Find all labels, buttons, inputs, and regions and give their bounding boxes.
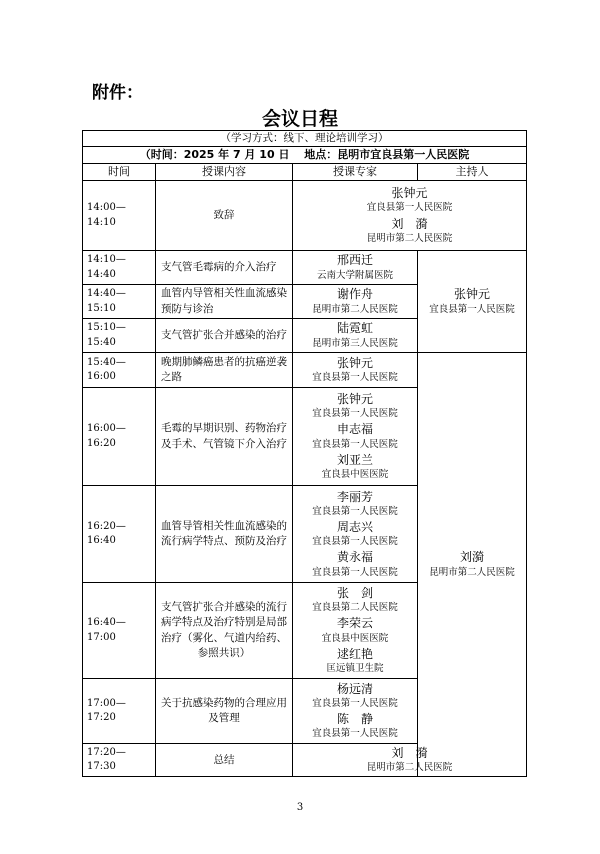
expert-org: 宜良县第一人民医院 bbox=[312, 697, 398, 709]
expert-name: 李丽芳 bbox=[336, 489, 373, 504]
expert-name: 杨远清 bbox=[336, 681, 373, 696]
session-experts bbox=[293, 181, 527, 251]
document-title: 会议日程 bbox=[261, 108, 338, 130]
session-experts bbox=[293, 583, 418, 679]
session-experts bbox=[293, 486, 418, 583]
host-org: 昆明市第二人民医院 bbox=[429, 566, 515, 578]
host-cell bbox=[418, 251, 527, 353]
session-content: 关于抗感染药物的合理应用及管理 bbox=[156, 679, 293, 744]
session-experts bbox=[293, 679, 418, 744]
expert-name: 张钟元 bbox=[391, 186, 428, 201]
expert-name: 周志兴 bbox=[336, 519, 373, 534]
session-experts bbox=[293, 319, 418, 353]
session-time: 15:10—15:40 bbox=[83, 319, 156, 353]
host-name: 刘漪 bbox=[459, 550, 484, 565]
expert-name: 陆霓虹 bbox=[336, 321, 373, 336]
expert-name: 刘亚兰 bbox=[336, 452, 373, 467]
table-row bbox=[83, 181, 527, 251]
study-mode: （学习方式：线下、理论培训学习） bbox=[83, 131, 527, 147]
expert-org: 昆明市第二人民医院 bbox=[312, 303, 398, 315]
session-experts bbox=[293, 388, 418, 486]
expert-org: 宜良县第一人民医院 bbox=[312, 408, 398, 420]
expert-org: 宜良县第一人民医院 bbox=[312, 438, 398, 450]
expert-org: 宜良县中医医院 bbox=[321, 632, 389, 644]
expert-name: 刘 漪 bbox=[391, 745, 428, 760]
expert-org: 宜良县第一人民医院 bbox=[312, 728, 398, 740]
session-time: 17:20—17:30 bbox=[83, 744, 156, 777]
expert-name: 陈 静 bbox=[336, 712, 373, 727]
expert-org: 宜良县第一人民医院 bbox=[312, 536, 398, 548]
session-time: 16:40—17:00 bbox=[83, 583, 156, 679]
session-experts bbox=[293, 285, 418, 319]
session-content: 支气管毛霉病的介入治疗 bbox=[156, 251, 293, 285]
header-host: 主持人 bbox=[418, 164, 527, 181]
expert-org: 匡远镇卫生院 bbox=[326, 663, 384, 675]
session-time: 14:10—14:40 bbox=[83, 251, 156, 285]
session-content: 晚期肺鳞癌患者的抗癌逆袭之路 bbox=[156, 353, 293, 388]
schedule-table bbox=[82, 130, 527, 777]
header-content: 授课内容 bbox=[156, 164, 293, 181]
expert-org: 宜良县中医医院 bbox=[321, 469, 389, 481]
session-content: 血管内导管相关性血流感染预防与诊治 bbox=[156, 285, 293, 319]
annex-label: 附件： bbox=[92, 83, 143, 103]
expert-org: 昆明市第二人民医院 bbox=[366, 232, 453, 244]
expert-name: 邢西迁 bbox=[336, 253, 373, 268]
session-time: 16:00—16:20 bbox=[83, 388, 156, 486]
expert-org: 宜良县第一人民医院 bbox=[312, 372, 398, 384]
expert-org: 云南大学附属医院 bbox=[316, 269, 393, 281]
host-org: 宜良县第一人民医院 bbox=[429, 303, 515, 315]
session-experts bbox=[293, 744, 527, 777]
table-row bbox=[83, 744, 527, 777]
session-content: 支气管扩张合并感染的治疗 bbox=[156, 319, 293, 353]
header-time: 时间 bbox=[83, 164, 156, 181]
expert-org: 宜良县第一人民医院 bbox=[312, 566, 398, 578]
host-name: 张钟元 bbox=[453, 287, 490, 302]
page-number: 3 bbox=[296, 802, 304, 813]
expert-name: 李荣云 bbox=[336, 616, 373, 631]
time-location: （时间：2025 年 7 月 10 日 地点：昆明市宜良县第一人民医院 bbox=[83, 147, 527, 164]
expert-name: 逑红艳 bbox=[336, 646, 373, 661]
session-time: 16:20—16:40 bbox=[83, 486, 156, 583]
expert-name: 谢作舟 bbox=[336, 287, 373, 302]
expert-name: 张钟元 bbox=[336, 355, 373, 370]
expert-name: 张 剑 bbox=[336, 586, 373, 600]
expert-org: 昆明市第三人民医院 bbox=[312, 337, 398, 349]
session-time: 17:00—17:20 bbox=[83, 679, 156, 744]
table-row bbox=[83, 251, 527, 285]
host-cell bbox=[418, 353, 527, 777]
session-time: 14:40—15:10 bbox=[83, 285, 156, 319]
session-time: 15:40—16:00 bbox=[83, 353, 156, 388]
session-content: 致辞 bbox=[156, 181, 293, 251]
session-content: 血管导管相关性血流感染的流行病学特点、预防及治疗 bbox=[156, 486, 293, 583]
table-row bbox=[83, 353, 527, 388]
session-experts bbox=[293, 251, 418, 285]
session-time: 14:00—14:10 bbox=[83, 181, 156, 251]
expert-org: 昆明市第二人民医院 bbox=[366, 762, 453, 774]
expert-name: 黄永福 bbox=[336, 550, 373, 565]
session-experts bbox=[293, 353, 418, 388]
session-content: 毛霉的早期识别、药物治疗及手术、气管镜下介入治疗 bbox=[156, 388, 293, 486]
expert-name: 刘 漪 bbox=[391, 216, 428, 231]
expert-name: 张钟元 bbox=[336, 392, 373, 406]
expert-org: 宜良县第一人民医院 bbox=[312, 505, 398, 517]
session-content: 总结 bbox=[156, 744, 293, 777]
expert-org: 宜良县第二人民医院 bbox=[312, 602, 398, 614]
header-expert: 授课专家 bbox=[293, 164, 418, 181]
session-content: 支气管扩张合并感染的流行病学特点及治疗特别是局部治疗（雾化、气道内给药、参照共识） bbox=[156, 583, 293, 679]
expert-name: 申志福 bbox=[336, 422, 373, 437]
expert-org: 宜良县第一人民医院 bbox=[366, 202, 453, 214]
